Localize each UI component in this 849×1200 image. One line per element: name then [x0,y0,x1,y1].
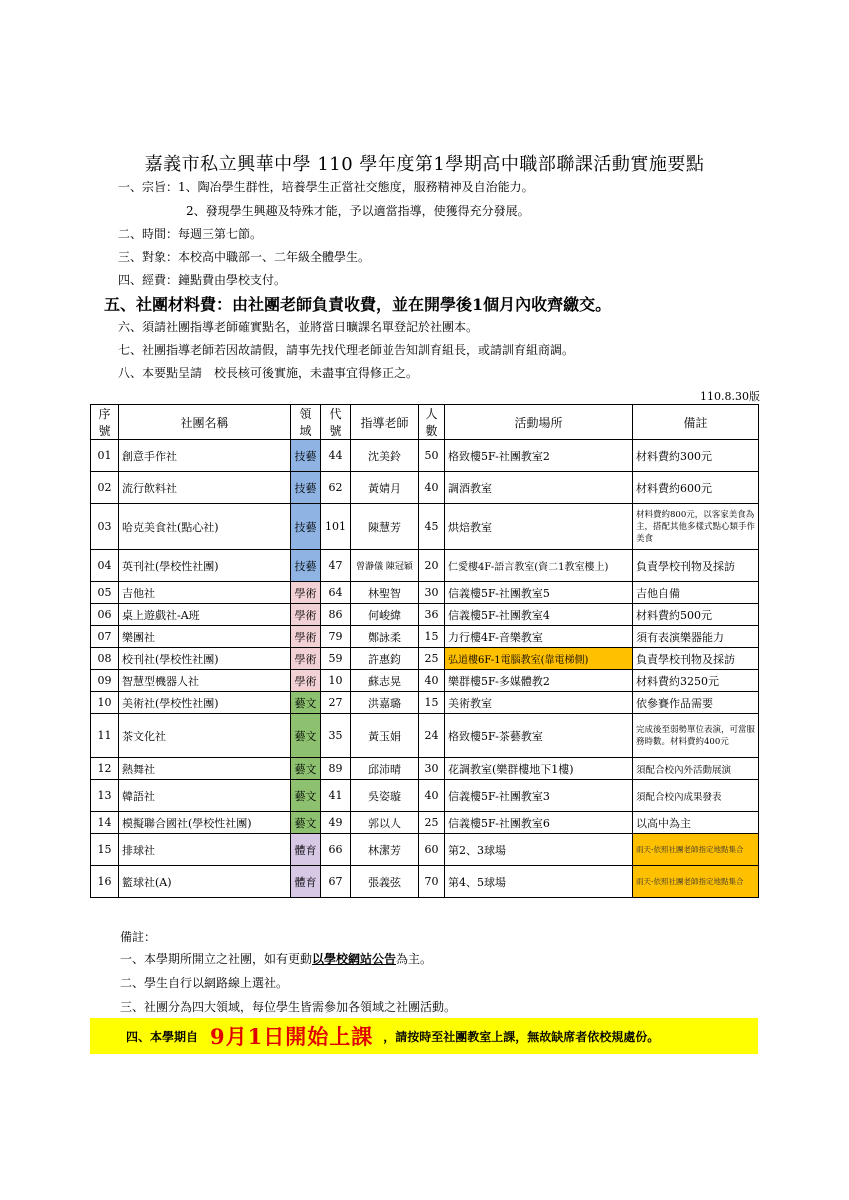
banner-date: 9月1日開始上課 [210,1024,374,1049]
remarks-label: 備註： [120,930,157,944]
remark-1-post: 為主。 [396,952,433,966]
header-note: 備註 [633,405,759,440]
cell-place: 信義樓5F-社團教室3 [445,780,633,812]
cell-no: 07 [91,626,119,648]
cell-code: 10 [321,670,351,692]
cell-name: 英刊社(學校性社團) [119,550,291,582]
cell-domain: 學術 [291,604,321,626]
cell-name: 智慧型機器人社 [119,670,291,692]
cell-note: 材料費約3250元 [633,670,759,692]
cell-place: 花調教室(樂群樓地下1樓) [445,758,633,780]
header-place: 活動場所 [445,405,633,440]
cell-count: 40 [419,472,445,504]
cell-teacher: 陳慧芳 [351,504,419,550]
cell-note: 完成後至弱勢單位表演，可當服務時數。材料費約400元 [633,714,759,758]
table-row [91,504,759,550]
cell-no: 15 [91,834,119,866]
header-count: 人數 [419,405,445,440]
cell-place: 第2、3球場 [445,834,633,866]
cell-no: 12 [91,758,119,780]
table-row [91,648,759,670]
cell-code: 47 [321,550,351,582]
point-7: 七、社團指導老師若因故請假，請事先找代理老師並告知訓育組長，或請訓育組商調。 [118,343,575,357]
header-name: 社團名稱 [119,405,291,440]
document-title: 嘉義市私立興華中學 110 學年度第1學期高中職部聯課活動實施要點 [144,154,705,175]
cell-code: 79 [321,626,351,648]
point-4: 四、經費：鐘點費由學校支付。 [118,273,287,287]
cell-name: 籃球社(A) [119,866,291,898]
cell-name: 美術社(學校性社團) [119,692,291,714]
cell-count: 50 [419,440,445,472]
cell-code: 59 [321,648,351,670]
cell-no: 05 [91,582,119,604]
cell-note: 須配合校內外活動展演 [633,758,759,780]
cell-count: 15 [419,692,445,714]
header-teacher: 指導老師 [351,405,419,440]
cell-domain: 學術 [291,582,321,604]
version-label: 110.8.30版 [700,390,760,403]
cell-domain: 學術 [291,626,321,648]
cell-note: 依參賽作品需要 [633,692,759,714]
cell-code: 27 [321,692,351,714]
cell-name: 流行飲料社 [119,472,291,504]
remark-2: 二、學生自行以網路線上選社。 [120,976,289,990]
cell-place: 信義樓5F-社團教室6 [445,812,633,834]
cell-no: 13 [91,780,119,812]
cell-domain: 技藝 [291,550,321,582]
cell-name: 茶文化社 [119,714,291,758]
table-row [91,714,759,758]
cell-teacher: 何峻緯 [351,604,419,626]
cell-count: 15 [419,626,445,648]
cell-teacher: 黃玉娟 [351,714,419,758]
cell-place: 格致樓5F-茶藝教室 [445,714,633,758]
cell-teacher: 黃婧月 [351,472,419,504]
cell-domain: 藝文 [291,714,321,758]
cell-place: 美術教室 [445,692,633,714]
banner-pre: 四、本學期自 [126,1029,199,1044]
cell-teacher: 郭以人 [351,812,419,834]
cell-no: 14 [91,812,119,834]
table-row [91,550,759,582]
cell-teacher: 鄭詠柔 [351,626,419,648]
cell-place: 力行樓4F-音樂教室 [445,626,633,648]
table-row [91,692,759,714]
cell-domain: 藝文 [291,758,321,780]
table-row [91,472,759,504]
point-1-2: 2、發現學生興趣及特殊才能，予以適當指導，使獲得充分發展。 [186,204,530,218]
cell-code: 67 [321,866,351,898]
cell-note: 負責學校刊物及採訪 [633,648,759,670]
cell-no: 16 [91,866,119,898]
cell-code: 49 [321,812,351,834]
cell-count: 20 [419,550,445,582]
cell-domain: 藝文 [291,692,321,714]
cell-note: 須配合校內成果發表 [633,780,759,812]
club-table [90,404,759,898]
cell-count: 25 [419,648,445,670]
point-6: 六、須請社團指導老師確實點名，並將當日曠課名單登記於社團本。 [118,320,479,334]
cell-place: 仁愛樓4F-語言教室(資二1教室樓上) [445,550,633,582]
cell-name: 創意手作社 [119,440,291,472]
cell-name: 熱舞社 [119,758,291,780]
cell-no: 09 [91,670,119,692]
cell-name: 樂團社 [119,626,291,648]
cell-name: 模擬聯合國社(學校性社團) [119,812,291,834]
cell-note: 材料費約300元 [633,440,759,472]
cell-teacher: 許惠鈞 [351,648,419,670]
cell-place: 樂群樓5F-多媒體教2 [445,670,633,692]
cell-domain: 學術 [291,670,321,692]
cell-teacher: 曾瀞儀 陳冠穎 [351,550,419,582]
cell-no: 06 [91,604,119,626]
table-row [91,670,759,692]
point-3: 三、對象：本校高中職部一、二年級全體學生。 [118,250,371,264]
cell-code: 35 [321,714,351,758]
cell-count: 45 [419,504,445,550]
cell-code: 44 [321,440,351,472]
cell-domain: 技藝 [291,504,321,550]
cell-place: 信義樓5F-社團教室4 [445,604,633,626]
cell-no: 03 [91,504,119,550]
cell-note: 雨天-依照社團老師指定地點集合 [633,866,759,898]
cell-teacher: 蘇志晃 [351,670,419,692]
cell-teacher: 吳姿璇 [351,780,419,812]
header-code: 代號 [321,405,351,440]
cell-note: 吉他自備 [633,582,759,604]
cell-domain: 藝文 [291,812,321,834]
cell-count: 70 [419,866,445,898]
point-8: 八、本要點呈請 校長核可後實施，未盡事宜得修正之。 [118,366,419,380]
table-row [91,582,759,604]
cell-note: 負責學校刊物及採訪 [633,550,759,582]
table-row [91,812,759,834]
cell-note: 材料費約600元 [633,472,759,504]
table-row [91,834,759,866]
point-1: 一、宗旨：1、陶冶學生群性，培養學生正當社交態度，服務精神及自治能力。 [118,180,534,194]
cell-place: 信義樓5F-社團教室5 [445,582,633,604]
cell-name: 哈克美食社(點心社) [119,504,291,550]
point-2: 二、時間：每週三第七節。 [118,227,263,241]
cell-place: 調酒教室 [445,472,633,504]
cell-no: 01 [91,440,119,472]
cell-teacher: 林聖智 [351,582,419,604]
cell-code: 64 [321,582,351,604]
cell-domain: 藝文 [291,780,321,812]
remark-1 [120,950,432,967]
cell-no: 11 [91,714,119,758]
cell-domain: 學術 [291,648,321,670]
cell-teacher: 林潔芳 [351,834,419,866]
table-row [91,758,759,780]
cell-count: 30 [419,758,445,780]
cell-name: 吉他社 [119,582,291,604]
cell-count: 40 [419,670,445,692]
start-date-banner [90,1018,758,1054]
cell-count: 60 [419,834,445,866]
cell-domain: 體育 [291,834,321,866]
cell-count: 40 [419,780,445,812]
cell-place: 格致樓5F-社團教室2 [445,440,633,472]
cell-code: 86 [321,604,351,626]
cell-teacher: 沈美鈴 [351,440,419,472]
cell-teacher: 邱沛晴 [351,758,419,780]
cell-count: 30 [419,582,445,604]
cell-note: 材料費約500元 [633,604,759,626]
cell-place: 弘道樓6F-1電腦教室(靠電梯側) [445,648,633,670]
cell-domain: 技藝 [291,440,321,472]
banner-post: ，請按時至社團教室上課，無故缺席者依校規處份。 [383,1029,660,1044]
cell-note: 以高中為主 [633,812,759,834]
cell-code: 41 [321,780,351,812]
cell-domain: 技藝 [291,472,321,504]
cell-name: 排球社 [119,834,291,866]
cell-count: 25 [419,812,445,834]
remark-1-pre: 一、本學期所開立之社團，如有更動 [120,952,313,966]
remark-3: 三、社團分為四大領域，每位學生皆需參加各領域之社團活動。 [120,1000,457,1014]
cell-note: 雨天-依照社團老師指定地點集合 [633,834,759,866]
cell-teacher: 張義弦 [351,866,419,898]
table-row [91,440,759,472]
table-header-row [91,405,759,440]
cell-domain: 體育 [291,866,321,898]
point-5: 五、社團材料費：由社團老師負責收費，並在開學後1個月內收齊繳交。 [104,295,612,314]
cell-name: 校刊社(學校性社團) [119,648,291,670]
remark-1-bold: 以學校網站公告 [312,952,397,966]
cell-place: 烘焙教室 [445,504,633,550]
header-domain: 領域 [291,405,321,440]
table-row [91,604,759,626]
cell-no: 10 [91,692,119,714]
table-row [91,626,759,648]
header-no: 序號 [91,405,119,440]
cell-note: 須有表演樂器能力 [633,626,759,648]
cell-note: 材料費約800元，以客家美食為主，搭配其他多樣式點心類手作美食 [633,504,759,550]
cell-place: 第4、5球場 [445,866,633,898]
cell-code: 66 [321,834,351,866]
cell-name: 桌上遊戲社-A班 [119,604,291,626]
table-row [91,780,759,812]
cell-code: 89 [321,758,351,780]
cell-code: 101 [321,504,351,550]
cell-count: 36 [419,604,445,626]
cell-count: 24 [419,714,445,758]
cell-no: 08 [91,648,119,670]
cell-no: 04 [91,550,119,582]
table-row [91,866,759,898]
cell-name: 韓語社 [119,780,291,812]
cell-no: 02 [91,472,119,504]
cell-teacher: 洪嘉璐 [351,692,419,714]
cell-code: 62 [321,472,351,504]
